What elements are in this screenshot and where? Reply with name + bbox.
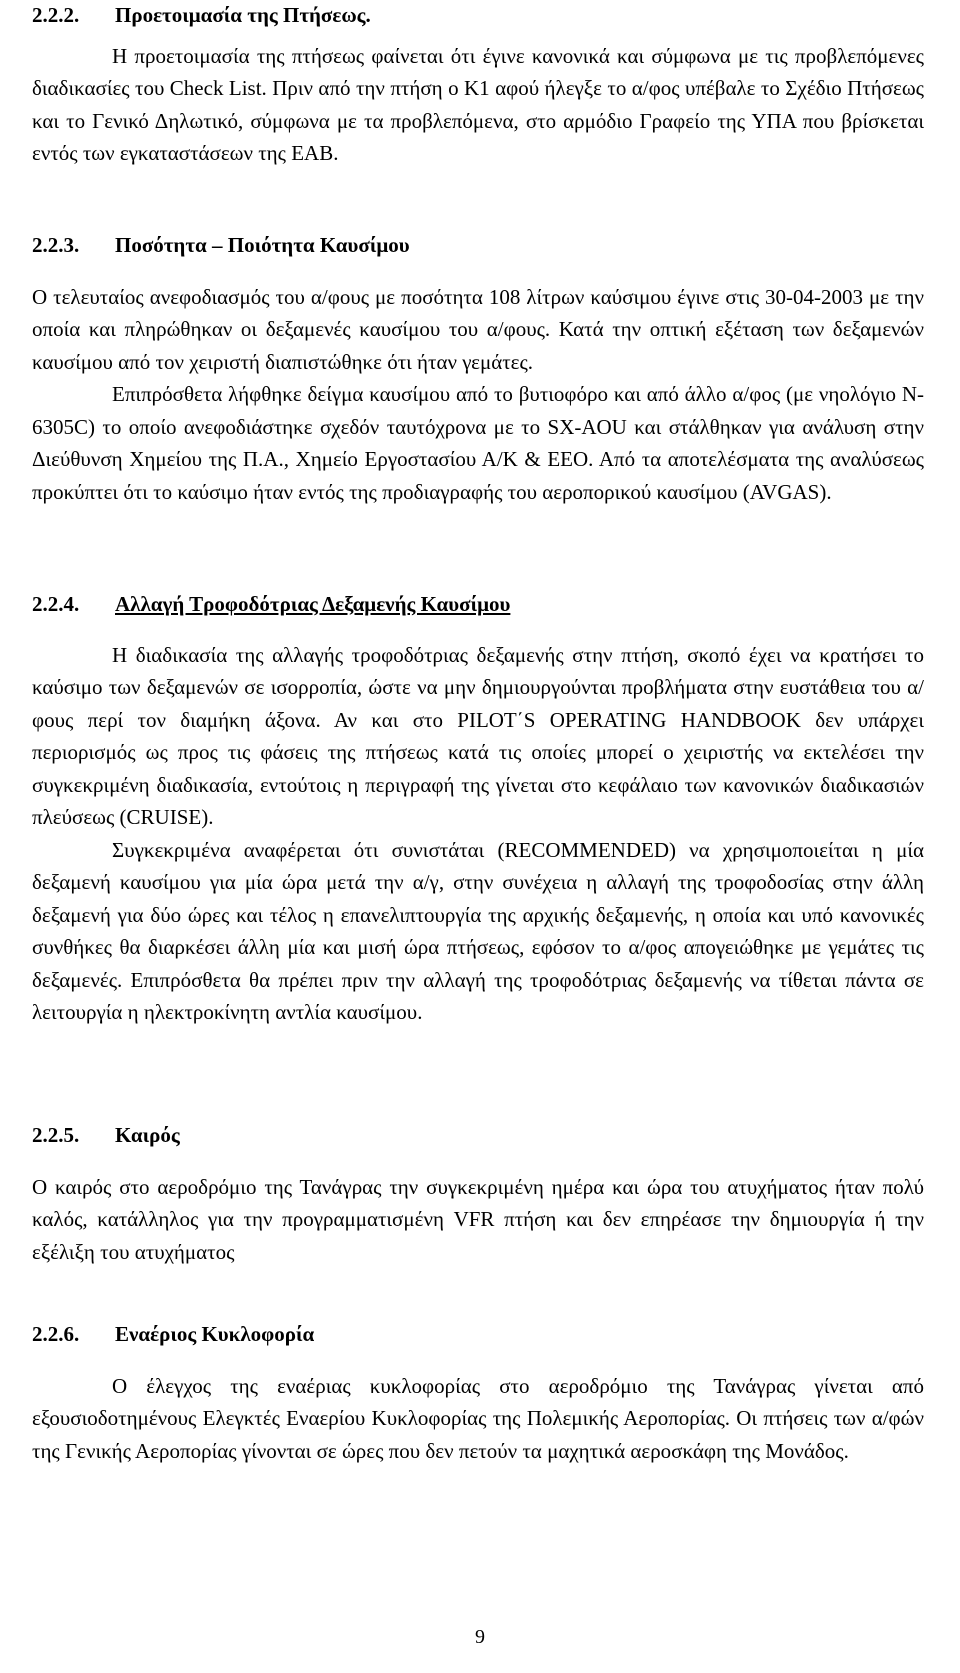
paragraph: Ο έλεγχος της εναέριας κυκλοφορίας στο αεροδρόμιο της Τανάγρας γίνεται από εξουσιοδοτημένους Ελεγκτές Εναερίου Κυκλοφορίας της Πολεμικής Αεροπορίας. Οι πτήσεις των α/φών της Γενικής Αεροπορίας γίνονται σε ώρες που δεν πετούν τα μαχητικά αεροσκάφη της Μονάδος.	[32, 1373, 924, 1463]
section-heading	[32, 0, 924, 32]
section-title: Προετοιμασία της Πτήσεως.	[115, 3, 371, 27]
section-heading	[32, 229, 924, 262]
section-title: Εναέριος Κυκλοφορία	[115, 1322, 315, 1346]
section-heading	[32, 1119, 924, 1152]
section-2-2-4	[32, 588, 924, 1029]
section-2-2-2	[32, 0, 924, 170]
section-title: Καιρός	[115, 1123, 180, 1147]
section-number: 2.2.2.	[32, 3, 80, 27]
section-heading	[32, 588, 924, 621]
paragraph: Επιπρόσθετα λήφθηκε δείγμα καυσίμου από το βυτιοφόρο και από άλλο α/φος (με νηολόγιο N-6305C) το οποίο ανεφοδιάστηκε σχεδόν ταυτόχρονα με το SX-AOU και στάλθηκαν για ανάλυση στην Διεύθυνση Χημείου της Π.Α., Χημείο Εργοστασίου Α/Κ & ΕΕΟ. Από τα αποτελέσματα της αναλύσεως προκύπτει ότι το καύσιμο ήταν εντός της προδιαγραφής του αεροπορικού καυσίμου (AVGAS).	[32, 382, 924, 504]
paragraph: Ο τελευταίος ανεφοδιασμός του α/φους με ποσότητα 108 λίτρων καύσιμου έγινε στις 30-04-2003 με την οποία και πληρώθηκαν οι δεξαμενές καυσίμου του α/φους. Κατά την οπτική εξέταση των δεξαμενών καυσίμου από τον χειριστή διαπιστώθηκε ότι ήταν γεμάτες.	[32, 284, 924, 374]
section-2-2-3	[32, 229, 924, 508]
section-number: 2.2.3.	[32, 233, 80, 257]
section-2-2-6	[32, 1318, 924, 1467]
paragraph: Ο καιρός στο αεροδρόμιο της Τανάγρας την συγκεκριμένη ημέρα και ώρα του ατυχήματος ήταν πολύ καλός, κατάλληλος για την προγραμματισμένη VFR πτήση και δεν επηρέασε την δημιουργία ή την εξέλιξη του ατυχήματος	[32, 1174, 924, 1264]
section-number: 2.2.6.	[32, 1322, 80, 1346]
paragraph: Συγκεκριμένα αναφέρεται ότι συνιστάται (RECOMMENDED) να χρησιμοποιείται η μία δεξαμενή καυσίμου για μία ώρα μετά την α/γ, στην συνέχεια η αλλαγή της τροφοδοσίας στην άλλη δεξαμενή για δύο ώρες και τέλος η επανελιπτουργία της αρχικής δεξαμενής, η οποία και υπό κανονικές συνθήκες θα διαρκέσει άλλη μία και μισή ώρα πτήσεως, εφόσον το α/φος απογειώθηκε με γεμάτες τις δεξαμενές. Επιπρόσθετα θα πρέπει πριν την αλλαγή της τροφοδότριας δεξαμενής να τίθεται πάντα σε λειτουργία η ηλεκτροκίνητη αντλία καυσίμου.	[32, 837, 924, 1024]
section-title: Αλλαγή Τροφοδότριας Δεξαμενής Καυσίμου	[115, 592, 511, 616]
paragraph: Η διαδικασία της αλλαγής τροφοδότριας δεξαμενής στην πτήση, σκοπό έχει να κρατήσει το καύσιμο των δεξαμενών σε ισορροπία, ώστε να μην δημιουργούνται προβλήματα στην ευστάθεια του α/φους περί τον διαμήκη άξονα. Αν και στο PILOT΄S OPERATING HANDBOOK δεν υπάρχει περιορισμός ως προς τις φάσεις της πτήσεως κατά τις οποίες μπορεί ο χειριστής να εκτελέσει την συγκεκριμένη διαδικασία, εντούτοις η περιγραφή της γίνεται στο κεφάλαιο των κανονικών διαδικασιών πλεύσεως (CRUISE).	[32, 642, 924, 829]
paragraph: Η προετοιμασία της πτήσεως φαίνεται ότι έγινε κανονικά και σύμφωνα με τις προβλεπόμενες διαδικασίες του Check List. Πριν από την πτήση ο Κ1 αφού ήλεγξε το α/φος υπέβαλε το Σχέδιο Πτήσεως και το Γενικό Δηλωτικό, σύμφωνα με τα προβλεπόμενα, στο αρμόδιο Γραφείο της ΥΠΑ που βρίσκεται εντός των εγκαταστάσεων της ΕΑΒ.	[32, 43, 924, 165]
section-heading	[32, 1318, 924, 1351]
section-title: Ποσότητα – Ποιότητα Καυσίμου	[115, 233, 410, 257]
section-number: 2.2.4.	[32, 592, 80, 616]
section-number: 2.2.5.	[32, 1123, 80, 1147]
page-number: 9	[475, 1626, 485, 1648]
section-2-2-5	[32, 1119, 924, 1268]
